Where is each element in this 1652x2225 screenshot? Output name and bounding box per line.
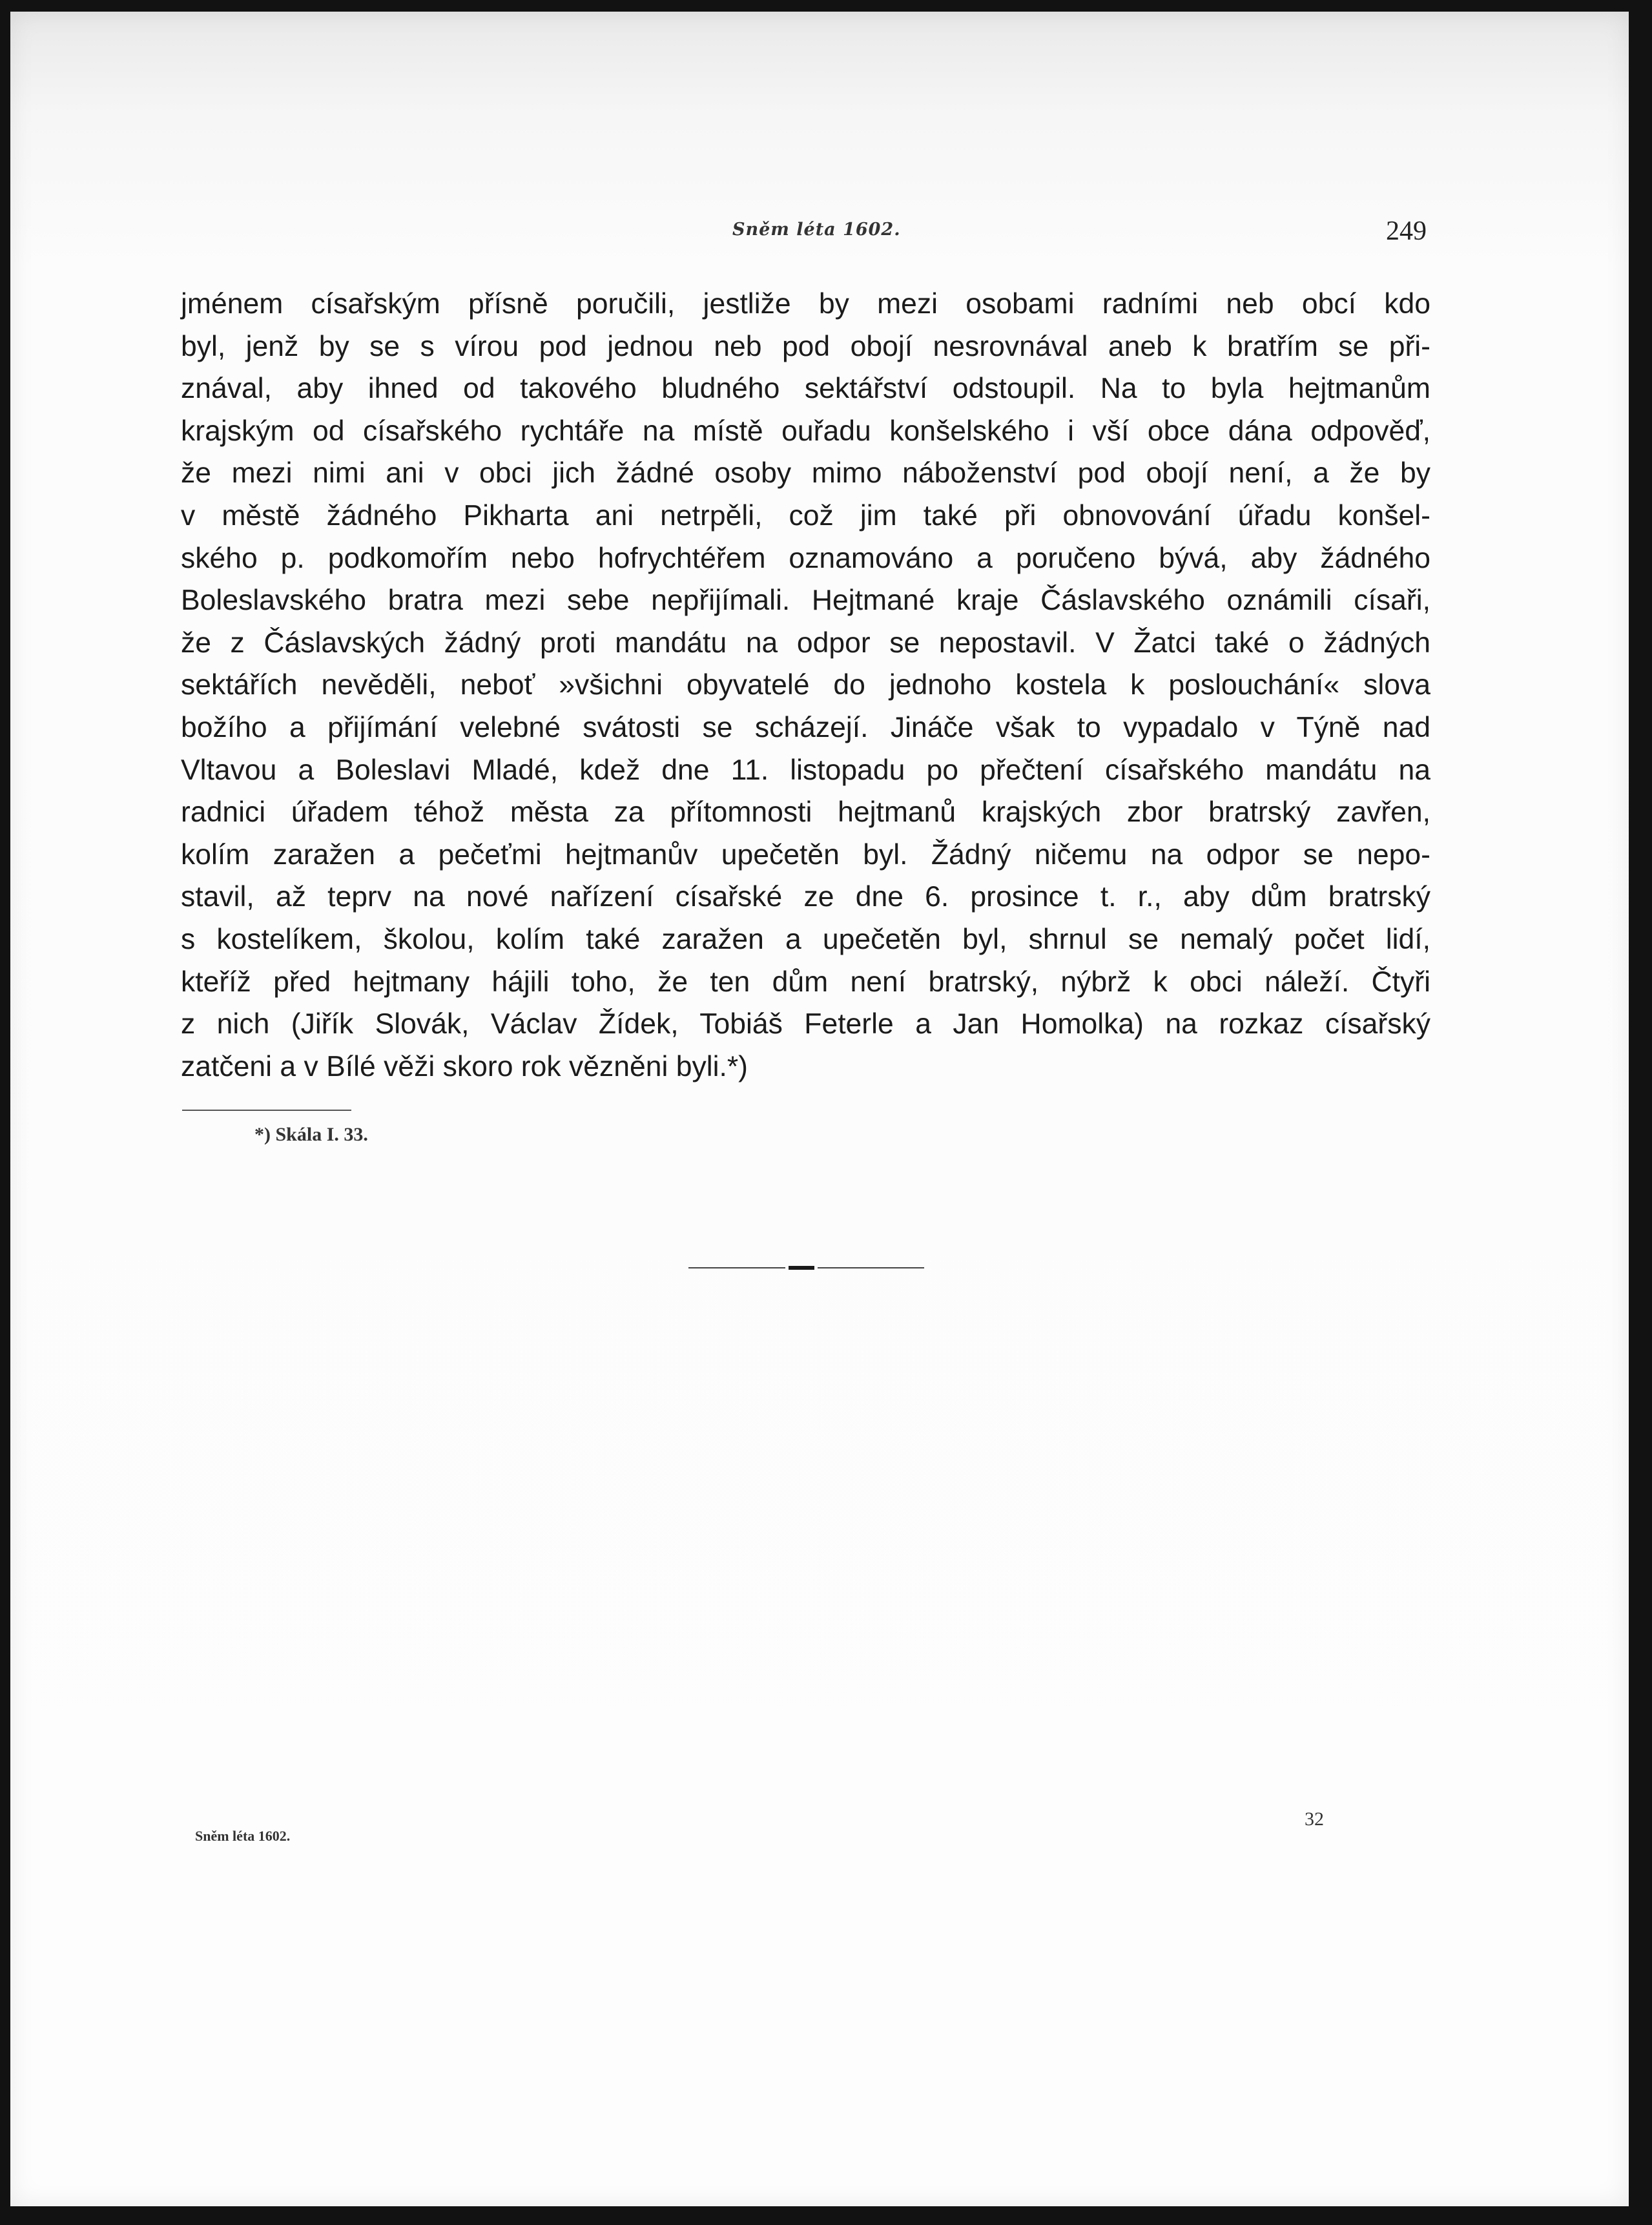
text-line: radnici úřadem téhož města za přítomnosti hejtmanů krajských zbor bratrský zavřen, (181, 796, 1430, 829)
text-line: sektářích nevěděli, neboť »všichni obyvatelé do jednoho kostela k poslouchání« slova (181, 669, 1430, 701)
ornament-center-bar (789, 1266, 814, 1270)
text-line: ského p. podkomořím nebo hofrychtéřem oznamováno a poručeno bývá, aby žádného (181, 542, 1430, 574)
text-line: znával, aby ihned od takového bludného sektářství odstoupil. Na to byla hejtmanům (181, 373, 1430, 405)
footnote: *) Skála I. 33. (254, 1124, 368, 1145)
book-page (10, 12, 1629, 2206)
text-line: zatčeni a v Bílé věži skoro rok vězněni byli.*) (181, 1050, 749, 1082)
body-paragraph (181, 283, 1430, 1088)
ornament-right-line (818, 1267, 924, 1268)
text-line: Boleslavského bratra mezi sebe nepřijímali. Hejtmané kraje Čáslavského oznámili císaři, (181, 585, 1430, 617)
text-line: v městě žádného Pikharta ani netrpěli, což jim také při obnovování úřadu konšel- (181, 499, 1430, 532)
running-title: Sněm léta 1602. (732, 220, 901, 240)
text-line: že mezi nimi ani v obci jich žádné osoby mimo náboženství pod obojí není, a že by (181, 457, 1430, 490)
text-line: Vltavou a Boleslavi Mladé, kdež dne 11. listopadu po přečtení císařského mandátu na (181, 754, 1430, 786)
sheet-number: 32 (1305, 1808, 1324, 1830)
text-line: kteříž před hejtmany hájili toho, že ten dům není bratrský, nýbrž k obci náleží. Čtyři (181, 966, 1430, 998)
text-line: stavil, až teprv na nové nařízení císařské ze dne 6. prosince t. r., aby dům bratrský (181, 881, 1430, 913)
text-line: byl, jenž by se s vírou pod jednou neb pod obojí nesrovnával aneb k bratřím se při- (181, 330, 1430, 362)
ornament-left-line (688, 1267, 785, 1268)
text-line: z nich (Jiřík Slovák, Václav Žídek, Tobiáš Feterle a Jan Homolka) na rozkaz císařský (181, 1008, 1430, 1040)
text-line: krajským od císařského rychtáře na místě ouřadu konšelského i vší obce dána odpověď, (181, 415, 1430, 447)
footnote-rule (182, 1110, 351, 1111)
text-line: že z Čáslavských žádný proti mandátu na odpor se nepostavil. V Žatci také o žádných (181, 626, 1430, 659)
printer-signature: Sněm léta 1602. (195, 1828, 291, 1844)
text-line: jménem císařským přísně poručili, jestliže by mezi osobami radními neb obcí kdo (181, 288, 1430, 320)
text-line: kolím zaražen a pečeťmi hejtmanův upečetěn byl. Žádný ničemu na odpor se nepo- (181, 838, 1430, 871)
text-line: božího a přijímání velebné svátosti se scházejí. Jináče však to vypadalo v Týně nad (181, 711, 1430, 743)
page-number: 249 (1386, 216, 1427, 246)
text-line: s kostelíkem, školou, kolím také zaražen a upečetěn byl, shrnul se nemalý počet lidí, (181, 923, 1430, 955)
end-ornament-rule (688, 1266, 924, 1270)
